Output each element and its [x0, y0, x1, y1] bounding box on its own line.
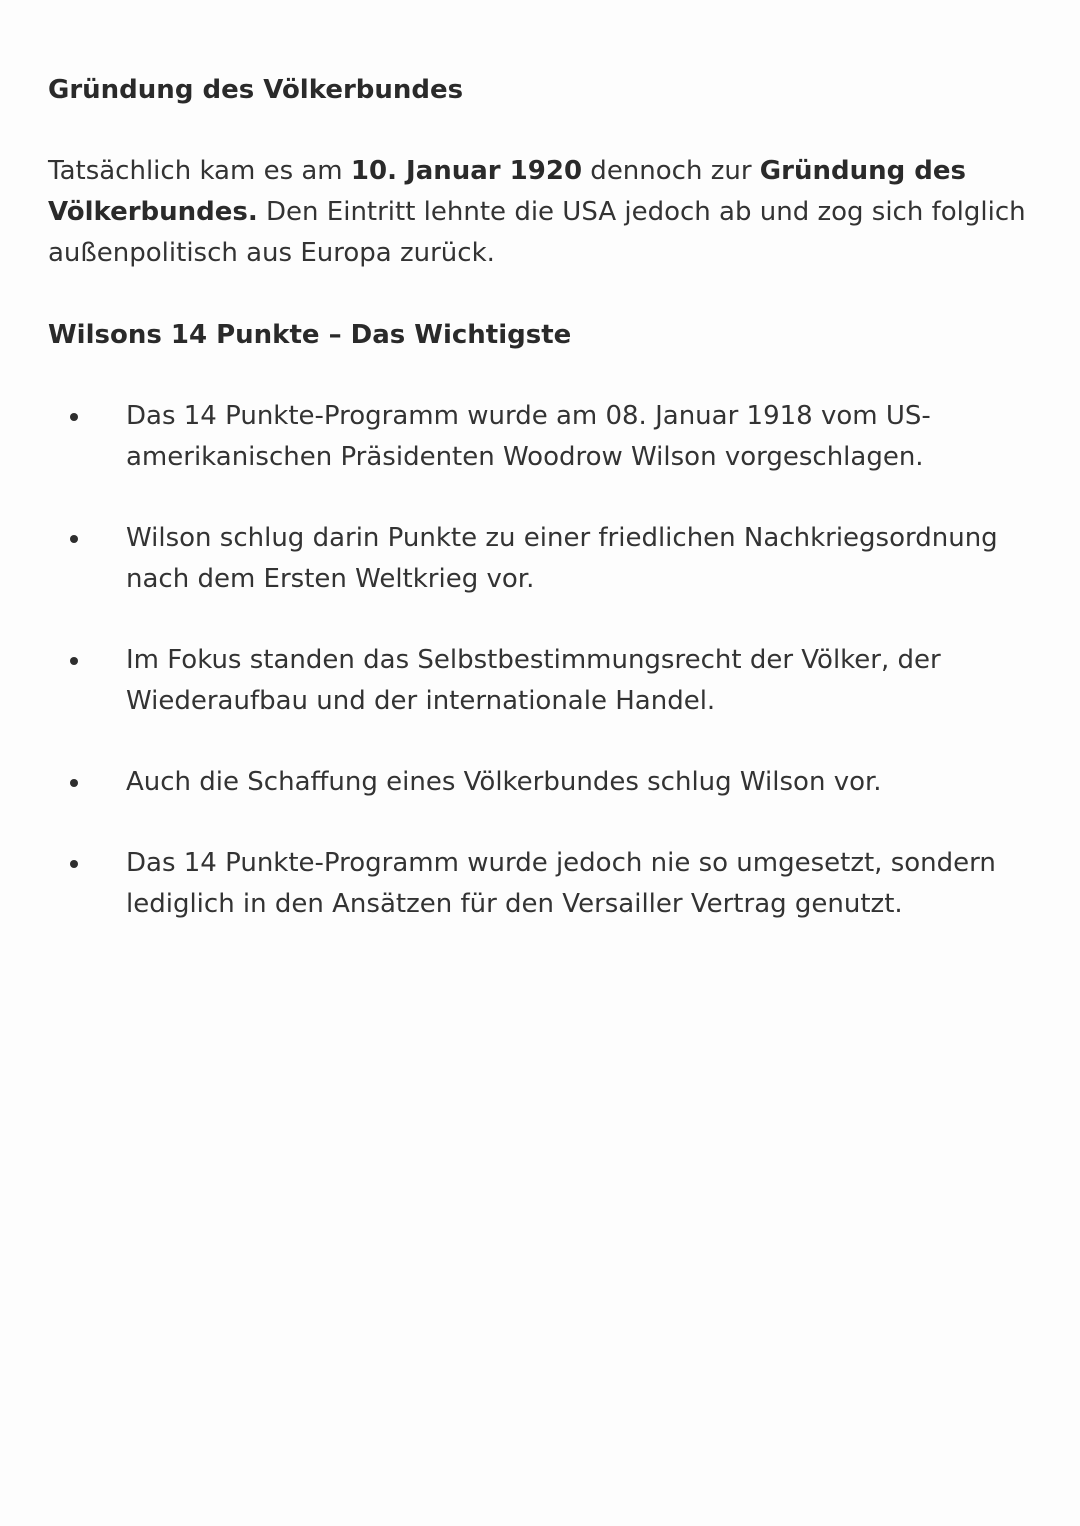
paragraph-bold-date: 10. Januar 1920	[350, 156, 583, 186]
list-item	[48, 762, 1038, 803]
bullet-icon	[70, 535, 78, 543]
paragraph-text: Den Eintritt lehnte die USA jedoch ab und zog sich folglich außenpolitisch aus Europa zurück.	[48, 197, 1026, 268]
list-item-text: Wilson schlug darin Punkte zu einer friedlichen Nachkriegsordnung nach dem Ersten Weltkrieg vor.	[126, 523, 998, 594]
bullet-icon	[70, 657, 78, 665]
paragraph-voelkerbund	[48, 151, 1038, 274]
paragraph-text: Tatsächlich kam es am	[48, 156, 351, 186]
list-item	[48, 640, 1038, 722]
list-item	[48, 396, 1038, 478]
bullet-list	[48, 396, 1038, 925]
section-heading-14-punkte: Wilsons 14 Punkte – Das Wichtigste	[48, 320, 572, 350]
bullet-icon	[70, 413, 78, 421]
list-item-text: Im Fokus standen das Selbstbestimmungsrecht der Völker, der Wiederaufbau und der internationale Handel.	[126, 645, 941, 716]
list-item-text: Das 14 Punkte-Programm wurde am 08. Januar 1918 vom US-amerikanischen Präsidenten Woodrow Wilson vorgeschlagen.	[126, 401, 931, 472]
paragraph-text: dennoch zur	[582, 156, 760, 186]
list-item	[48, 518, 1038, 600]
paragraph-bold-founding: Gründung des Völkerbundes.	[48, 156, 966, 227]
bullet-icon	[70, 860, 78, 868]
list-item	[48, 843, 1038, 925]
bullet-icon	[70, 779, 78, 787]
list-item-text: Das 14 Punkte-Programm wurde jedoch nie so umgesetzt, sondern lediglich in den Ansätzen für den Versailler Vertrag genutzt.	[126, 848, 996, 919]
section-heading-voelkerbund: Gründung des Völkerbundes	[48, 75, 464, 105]
document-page	[48, 70, 1038, 965]
list-item-text: Auch die Schaffung eines Völkerbundes schlug Wilson vor.	[126, 767, 882, 797]
